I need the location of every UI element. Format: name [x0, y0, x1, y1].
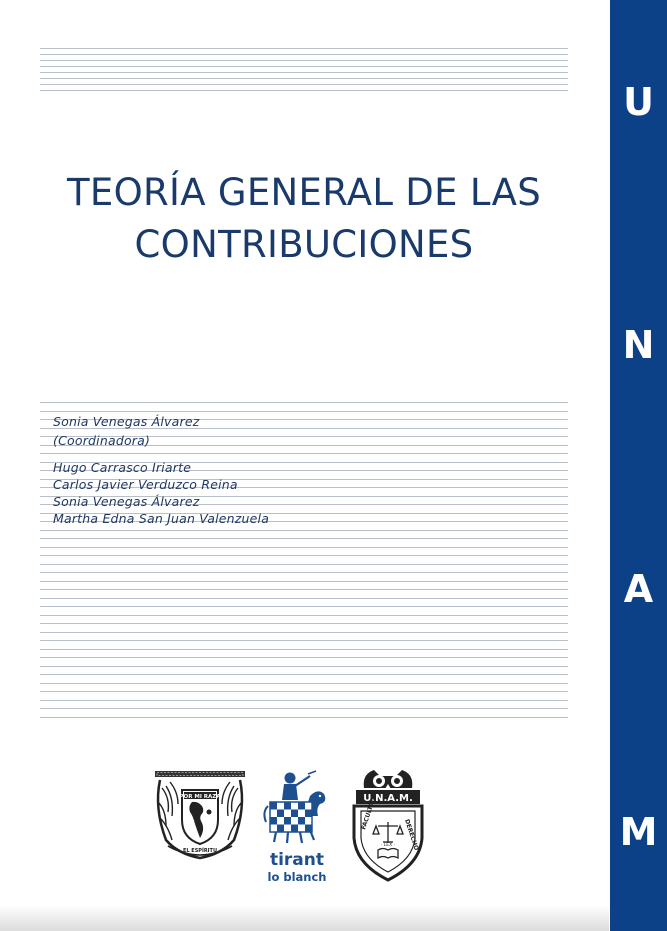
tirant-logo: [262, 768, 332, 886]
title-line-2: CONTRIBUCIONES: [134, 223, 474, 266]
spine-letter-a: A: [623, 567, 654, 611]
knight-icon: [262, 768, 332, 848]
faculty-of-law-seal-icon: [350, 768, 426, 882]
top-rule-block: [40, 48, 568, 96]
spine-letter-u: U: [623, 80, 654, 124]
coordinator-name: Sonia Venegas Álvarez: [53, 414, 200, 429]
tirant-name-line1: tirant: [269, 850, 325, 870]
author-3: Sonia Venegas Álvarez: [53, 494, 200, 509]
author-1: Hugo Carrasco Iriarte: [53, 460, 192, 475]
svg-text:DERECHO: DERECHO: [403, 818, 420, 852]
cover-shadow: [0, 905, 609, 931]
book-title: [40, 167, 568, 271]
author-2: Carlos Javier Verduzco Reina: [53, 477, 238, 492]
coordinator-role: (Coordinadora): [53, 433, 151, 448]
spine-letter-m: M: [619, 810, 658, 854]
faculty-seal-top-text: U.N.A.M.: [363, 793, 413, 804]
svg-text:FACULTAD: FACULTAD: [360, 796, 378, 831]
spine-letter-n: N: [622, 323, 655, 367]
tirant-name-line2: lo blanch: [267, 870, 327, 884]
svg-text:POR MI RAZA: POR MI RAZA: [179, 794, 221, 800]
title-line-1: TEORÍA GENERAL DE LAS: [67, 171, 541, 214]
spine-band: [610, 0, 667, 931]
unam-seal-icon: [152, 768, 248, 860]
faculty-seal-lex-text: · LEX ·: [380, 843, 396, 848]
svg-text:EL ESPÍRITU: EL ESPÍRITU: [182, 848, 218, 854]
author-4: Martha Edna San Juan Valenzuela: [53, 511, 270, 526]
lower-rule-block: [40, 402, 568, 724]
